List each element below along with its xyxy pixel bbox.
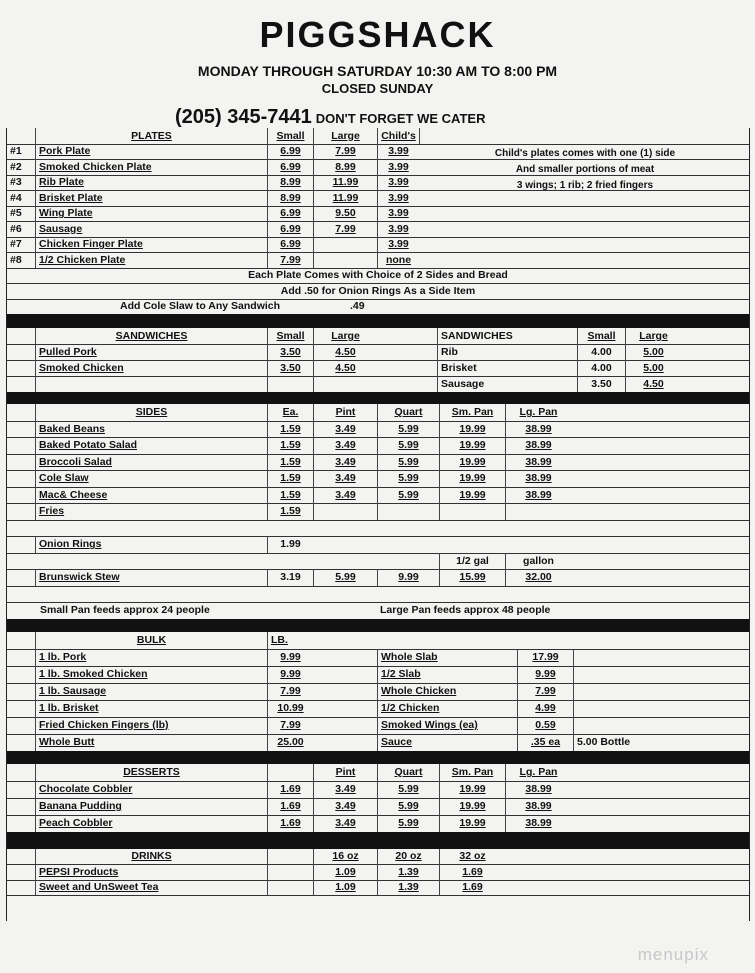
side-name: Broccoli Salad (35, 454, 267, 471)
plates-header-row (7, 128, 749, 145)
bulk-row (7, 649, 749, 667)
plate-name: Rib Plate (35, 175, 267, 191)
num-col (7, 781, 35, 798)
col-small: Small (577, 328, 625, 344)
side-price-half-gal: 15.99 (439, 569, 505, 586)
empty-cell (573, 649, 663, 666)
bulk-extra: 5.00 Bottle (573, 734, 663, 751)
side-price-sm: 19.99 (439, 454, 505, 471)
sandwich-name: Smoked Chicken (35, 360, 267, 376)
opening-hours: MONDAY THROUGH SATURDAY 10:30 AM TO 8:00 PM (197, 63, 558, 79)
plate-name: Pork Plate (35, 144, 267, 160)
bulk-price: 7.99 (267, 683, 313, 700)
price-small: 4.00 (577, 344, 625, 360)
price-child: 3.99 (377, 190, 419, 206)
bulk-name: 1 lb. Sausage (35, 683, 267, 700)
drink-price: 1.39 (377, 864, 439, 880)
num-col (7, 404, 35, 421)
bulk-name: 1 lb. Brisket (35, 700, 267, 717)
bulk-name: 1/2 Slab (377, 666, 517, 683)
side-price-ea: 1.59 (267, 487, 313, 504)
bulk-name: Whole Butt (35, 734, 267, 751)
bulk-heading: BULK (35, 632, 267, 649)
empty-cell (573, 700, 663, 717)
num-col (7, 849, 35, 865)
col-half-gallon: 1/2 gal (439, 553, 505, 570)
dessert-price-quart: 5.99 (377, 815, 439, 832)
dessert-price-pint: 3.49 (313, 798, 377, 815)
price-small: 3.50 (267, 360, 313, 376)
sandwiches-heading-right: SANDWICHES (437, 328, 577, 344)
col-3: Sm. Pan (439, 404, 505, 421)
child-note-line: 3 wings; 1 rib; 2 fried fingers (516, 180, 654, 191)
dessert-price-pint: 3.49 (313, 815, 377, 832)
child-note-line: Child's plates comes with one (1) side (494, 148, 676, 159)
price-small: 6.99 (267, 159, 313, 175)
price-large (313, 237, 377, 253)
side-price-sm: 19.99 (439, 421, 505, 438)
side-price-gallon: 32.00 (505, 569, 571, 586)
dessert-price-pint: 3.49 (313, 781, 377, 798)
dessert-row (7, 781, 749, 799)
price-large: 4.50 (313, 360, 377, 376)
plate-number: #2 (10, 160, 22, 173)
plate-number: #6 (10, 222, 22, 235)
empty-cell (573, 683, 663, 700)
price-child: 3.99 (377, 159, 419, 175)
bulk-price: 7.99 (517, 683, 573, 700)
section-divider (7, 619, 749, 632)
bulk-row (7, 700, 749, 718)
plate-row (7, 252, 749, 269)
drink-row (7, 880, 749, 897)
side-name: Brunswick Stew (35, 569, 267, 586)
menupix-watermark: menupix (637, 945, 709, 964)
plate-number: #8 (10, 253, 22, 266)
plate-number: #3 (10, 176, 22, 189)
side-price-lg: 38.99 (505, 470, 571, 487)
price-child: none (377, 252, 419, 268)
side-name: Onion Rings (35, 536, 267, 553)
side-price-quart: 5.99 (377, 487, 439, 504)
bulk-price: 4.99 (517, 700, 573, 717)
side-name: Baked Beans (35, 421, 267, 438)
bulk-price: .35 ea (517, 734, 573, 751)
price-child: 3.99 (377, 206, 419, 222)
bulk-name: 1/2 Chicken (377, 700, 517, 717)
child-plate-note (425, 146, 745, 194)
dessert-price-ea: 1.69 (267, 815, 313, 832)
num-col (7, 553, 35, 570)
side-price-sm: 19.99 (439, 487, 505, 504)
stew-row (7, 569, 749, 587)
col-small: Small (267, 128, 313, 144)
bulk-row (7, 717, 749, 735)
dessert-row (7, 798, 749, 816)
plate-number: #7 (10, 238, 22, 251)
side-price-quart (377, 503, 439, 520)
col-3: Lg. Pan (505, 764, 571, 781)
side-price-pint: 3.49 (313, 437, 377, 454)
side-price-ea: 1.59 (267, 454, 313, 471)
col-0: Pint (313, 764, 377, 781)
price-small: 7.99 (267, 252, 313, 268)
drink-price: 1.09 (313, 864, 377, 880)
price-large: 4.50 (625, 376, 681, 392)
col-small: Small (267, 328, 313, 344)
col-0: 16 oz (313, 849, 377, 865)
plate-name: Wing Plate (35, 206, 267, 222)
price-large: 9.50 (313, 206, 377, 222)
dessert-price-sm: 19.99 (439, 815, 505, 832)
dessert-price-lg: 38.99 (505, 815, 571, 832)
dessert-price-ea: 1.69 (267, 781, 313, 798)
price-child: 3.99 (377, 175, 419, 191)
num-col (7, 764, 35, 781)
col-1: 20 oz (377, 849, 439, 865)
empty-cell (267, 376, 313, 392)
side-price-lg: 38.99 (505, 421, 571, 438)
drink-row (7, 864, 749, 881)
side-price-pint (313, 503, 377, 520)
dessert-price-lg: 38.99 (505, 781, 571, 798)
col-4: Lg. Pan (505, 404, 571, 421)
side-price-quart: 5.99 (377, 437, 439, 454)
col-2: Quart (377, 404, 439, 421)
sides-heading: SIDES (35, 404, 267, 421)
col-0: Ea. (267, 404, 313, 421)
col-large: Large (313, 328, 377, 344)
num-col (7, 421, 35, 438)
side-row (7, 454, 749, 472)
catering-note: DON'T FORGET WE CATER (315, 111, 486, 126)
sandwich-row (7, 376, 749, 393)
side-price-sm (439, 503, 505, 520)
sandwich-header-row (7, 328, 749, 345)
dessert-price-lg: 38.99 (505, 798, 571, 815)
dessert-price-quart: 5.99 (377, 781, 439, 798)
price-small: 8.99 (267, 175, 313, 191)
drinks-header-row (7, 849, 749, 866)
side-price-ea: 1.59 (267, 421, 313, 438)
num-col (7, 683, 35, 700)
side-price-quart: 5.99 (377, 421, 439, 438)
side-price-pint: 3.49 (313, 454, 377, 471)
price-large (313, 252, 377, 268)
bulk-name: Smoked Wings (ea) (377, 717, 517, 734)
sandwich-name: Rib (437, 344, 577, 360)
num-col (7, 487, 35, 504)
side-row (7, 437, 749, 455)
side-price-ea: 1.59 (267, 437, 313, 454)
large-pan-note: Large Pan feeds approx 48 people (380, 604, 551, 617)
side-name: Fries (35, 503, 267, 520)
num-col (7, 700, 35, 717)
sandwich-row (7, 344, 749, 361)
contact-line (175, 106, 485, 129)
side-name: Mac& Cheese (35, 487, 267, 504)
section-divider (7, 832, 749, 849)
side-price-quart: 9.99 (377, 569, 439, 586)
side-row (7, 520, 749, 538)
sandwich-name: Pulled Pork (35, 344, 267, 360)
num-col (7, 328, 35, 344)
bulk-row (7, 666, 749, 684)
phone-number[interactable]: (205) 345-7441 (175, 106, 312, 128)
dessert-name: Peach Cobbler (35, 815, 267, 832)
restaurant-title: PIGGSHACK (259, 14, 496, 55)
num-col (7, 666, 35, 683)
side-name: Baked Potato Salad (35, 437, 267, 454)
bulk-price: 17.99 (517, 649, 573, 666)
onion-ring-note: Add .50 for Onion Rings As a Side Item (280, 284, 476, 297)
empty-cell (267, 849, 313, 865)
drink-price: 1.69 (439, 864, 505, 880)
menu-table (6, 128, 750, 921)
drink-name: Sweet and UnSweet Tea (35, 880, 267, 896)
side-price-lg (505, 503, 571, 520)
col-1: Pint (313, 404, 377, 421)
plate-row (7, 221, 749, 238)
side-row (7, 487, 749, 505)
pan-note-row (7, 602, 749, 620)
side-price-pint: 3.49 (313, 421, 377, 438)
plate-number: #4 (10, 191, 22, 204)
bulk-name: 1 lb. Pork (35, 649, 267, 666)
side-row (7, 470, 749, 488)
drink-price: 1.09 (313, 880, 377, 896)
price-small: 6.99 (267, 206, 313, 222)
cole-slaw-price: .49 (350, 300, 365, 313)
empty-cell (35, 376, 267, 392)
drinks-heading: DRINKS (35, 849, 267, 865)
side-price-ea: 3.19 (267, 569, 313, 586)
dessert-name: Chocolate Cobbler (35, 781, 267, 798)
section-divider (7, 392, 749, 404)
price-large: 5.00 (625, 360, 681, 376)
stew-cols-row (7, 553, 749, 571)
num-col (7, 470, 35, 487)
section-divider (7, 751, 749, 764)
side-row (7, 536, 749, 554)
side-price-pint: 3.49 (313, 470, 377, 487)
plate-row (7, 206, 749, 223)
col-large: Large (625, 328, 681, 344)
price-child: 3.99 (377, 221, 419, 237)
side-price-lg: 38.99 (505, 437, 571, 454)
price-child: 3.99 (377, 144, 419, 160)
bulk-price: 0.59 (517, 717, 573, 734)
sides-header-row (7, 404, 749, 422)
side-price-ea: 1.59 (267, 470, 313, 487)
drink-price: 1.39 (377, 880, 439, 896)
price-large: 4.50 (313, 344, 377, 360)
side-price-ea: 1.59 (267, 503, 313, 520)
col-2: 32 oz (439, 849, 505, 865)
dessert-row (7, 815, 749, 833)
empty-cell (573, 666, 663, 683)
drink-price: 1.69 (439, 880, 505, 896)
num-col (7, 344, 35, 360)
num-col (7, 454, 35, 471)
num-col (7, 649, 35, 666)
empty-cell (267, 880, 313, 896)
num-col (7, 569, 35, 586)
dessert-price-ea: 1.69 (267, 798, 313, 815)
plate-name: Chicken Finger Plate (35, 237, 267, 253)
price-small: 4.00 (577, 360, 625, 376)
plate-note-row (7, 283, 749, 300)
side-row (7, 503, 749, 521)
plate-name: 1/2 Chicken Plate (35, 252, 267, 268)
bulk-header-row (7, 632, 749, 650)
side-price-lg: 38.99 (505, 454, 571, 471)
num-col (7, 880, 35, 896)
bulk-name: Whole Chicken (377, 683, 517, 700)
num-col (7, 815, 35, 832)
bulk-name: Whole Slab (377, 649, 517, 666)
spacer-row (7, 586, 749, 604)
side-price-sm: 19.99 (439, 470, 505, 487)
side-price-pint: 5.99 (313, 569, 377, 586)
small-pan-note: Small Pan feeds approx 24 people (40, 604, 210, 617)
note-area (419, 128, 749, 144)
child-note-line: And smaller portions of meat (515, 164, 655, 175)
plate-number: #5 (10, 207, 22, 220)
bulk-price: 9.99 (267, 666, 313, 683)
num-col (7, 632, 35, 649)
side-price-quart: 5.99 (377, 470, 439, 487)
sandwich-name: Sausage (437, 376, 577, 392)
dessert-name: Banana Pudding (35, 798, 267, 815)
price-small: 8.99 (267, 190, 313, 206)
price-large: 7.99 (313, 144, 377, 160)
dessert-price-quart: 5.99 (377, 798, 439, 815)
side-price-pint: 3.49 (313, 487, 377, 504)
plate-name: Sausage (35, 221, 267, 237)
empty-cell (267, 864, 313, 880)
num-col (7, 798, 35, 815)
plate-note-row (7, 268, 749, 285)
col-2: Sm. Pan (439, 764, 505, 781)
desserts-heading: DESSERTS (35, 764, 267, 781)
col-child: Child's (377, 128, 419, 144)
dessert-price-sm: 19.99 (439, 781, 505, 798)
price-large: 7.99 (313, 221, 377, 237)
price-small: 3.50 (577, 376, 625, 392)
num-col (7, 734, 35, 751)
plate-note-row (7, 299, 749, 316)
spacer-row (7, 520, 749, 537)
price-child: 3.99 (377, 237, 419, 253)
num-col (7, 536, 35, 553)
bulk-row (7, 734, 749, 752)
price-large: 11.99 (313, 175, 377, 191)
price-small: 6.99 (267, 237, 313, 253)
side-name: Cole Slaw (35, 470, 267, 487)
bulk-name: 1 lb. Smoked Chicken (35, 666, 267, 683)
empty-cell (573, 717, 663, 734)
num-col (7, 437, 35, 454)
dessert-price-sm: 19.99 (439, 798, 505, 815)
col-1: Quart (377, 764, 439, 781)
price-large: 8.99 (313, 159, 377, 175)
plate-name: Smoked Chicken Plate (35, 159, 267, 175)
desserts-header-row (7, 764, 749, 782)
num-col (7, 503, 35, 520)
price-small: 3.50 (267, 344, 313, 360)
price-large: 5.00 (625, 344, 681, 360)
bulk-price: 7.99 (267, 717, 313, 734)
side-row (7, 421, 749, 439)
plate-name: Brisket Plate (35, 190, 267, 206)
col-gallon: gallon (505, 553, 571, 570)
side-price-sm: 19.99 (439, 437, 505, 454)
sandwich-row (7, 360, 749, 377)
bulk-name: Sauce (377, 734, 517, 751)
num-col (7, 360, 35, 376)
num-col (7, 864, 35, 880)
plate-number: #1 (10, 145, 22, 158)
section-divider (7, 314, 749, 328)
price-small: 6.99 (267, 144, 313, 160)
bulk-price: 9.99 (267, 649, 313, 666)
drink-name: PEPSI Products (35, 864, 267, 880)
price-small: 6.99 (267, 221, 313, 237)
plates-heading: PLATES (35, 128, 267, 144)
plate-sides-note: Each Plate Comes with Choice of 2 Sides and Bread (248, 269, 508, 282)
side-price-quart: 5.99 (377, 454, 439, 471)
bulk-price: 25.00 (267, 734, 313, 751)
closed-notice: CLOSED SUNDAY (321, 81, 434, 96)
side-price-ea: 1.99 (267, 536, 313, 553)
empty-cell (267, 764, 313, 781)
col-large: Large (313, 128, 377, 144)
bulk-price: 9.99 (517, 666, 573, 683)
plate-row (7, 237, 749, 254)
price-large: 11.99 (313, 190, 377, 206)
num-col (7, 376, 35, 392)
cole-slaw-note: Add Cole Slaw to Any Sandwich (120, 300, 281, 313)
empty-cell (313, 376, 377, 392)
bulk-price: 10.99 (267, 700, 313, 717)
col-lb: LB. (267, 632, 313, 649)
bulk-name: Fried Chicken Fingers (lb) (35, 717, 267, 734)
sandwiches-heading: SANDWICHES (35, 328, 267, 344)
num-col (7, 717, 35, 734)
sandwich-name: Brisket (437, 360, 577, 376)
side-price-lg: 38.99 (505, 487, 571, 504)
num-col (7, 128, 35, 144)
bulk-row (7, 683, 749, 701)
